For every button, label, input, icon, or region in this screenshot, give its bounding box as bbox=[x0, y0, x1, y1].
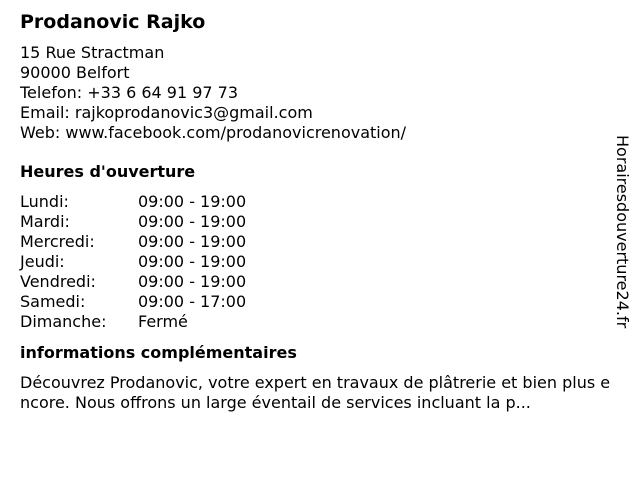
hours-row-lundi bbox=[20, 192, 620, 212]
hours-day: Mercredi: bbox=[20, 232, 95, 251]
business-card bbox=[20, 10, 620, 413]
hours-day: Mardi: bbox=[20, 212, 70, 231]
hours-day: Vendredi: bbox=[20, 272, 96, 291]
contact-block bbox=[20, 43, 620, 143]
hours-row-dimanche bbox=[20, 312, 620, 332]
hours-day: Dimanche: bbox=[20, 312, 107, 331]
hours-time: 09:00 - 19:00 bbox=[138, 252, 247, 271]
address-city: 90000 Belfort bbox=[20, 63, 130, 82]
hours-row-mardi bbox=[20, 212, 620, 232]
hours-time: 09:00 - 19:00 bbox=[138, 272, 247, 291]
hours-time: Fermé bbox=[138, 312, 188, 331]
hours-day: Jeudi: bbox=[20, 252, 65, 271]
hours-row-vendredi bbox=[20, 272, 620, 292]
phone-text: Telefon: +33 6 64 91 97 73 bbox=[20, 83, 239, 102]
address-street: 15 Rue Stractman bbox=[20, 43, 165, 62]
hours-time: 09:00 - 17:00 bbox=[138, 292, 247, 311]
hours-table bbox=[20, 192, 620, 332]
hours-row-mercredi bbox=[20, 232, 620, 252]
hours-time: 09:00 - 19:00 bbox=[138, 192, 247, 211]
hours-heading: Heures d'ouverture bbox=[20, 162, 196, 181]
hours-day: Lundi: bbox=[20, 192, 69, 211]
business-name: Prodanovic Rajko bbox=[20, 11, 206, 33]
hours-time: 09:00 - 19:00 bbox=[138, 232, 247, 251]
info-description: Découvrez Prodanovic, votre expert en travaux de plâtrerie et bien plus encore. Nous offrons un large éventail de services incluant la p... bbox=[20, 373, 611, 412]
info-heading: informations complémentaires bbox=[20, 343, 297, 362]
email-text: Email: rajkoprodanovic3@gmail.com bbox=[20, 103, 313, 122]
hours-row-samedi bbox=[20, 292, 620, 312]
site-watermark: Horairesdouverture24.fr bbox=[613, 135, 632, 329]
hours-row-jeudi bbox=[20, 252, 620, 272]
web-text: Web: www.facebook.com/prodanovicrenovation/ bbox=[20, 123, 407, 142]
hours-day: Samedi: bbox=[20, 292, 86, 311]
hours-time: 09:00 - 19:00 bbox=[138, 212, 247, 231]
